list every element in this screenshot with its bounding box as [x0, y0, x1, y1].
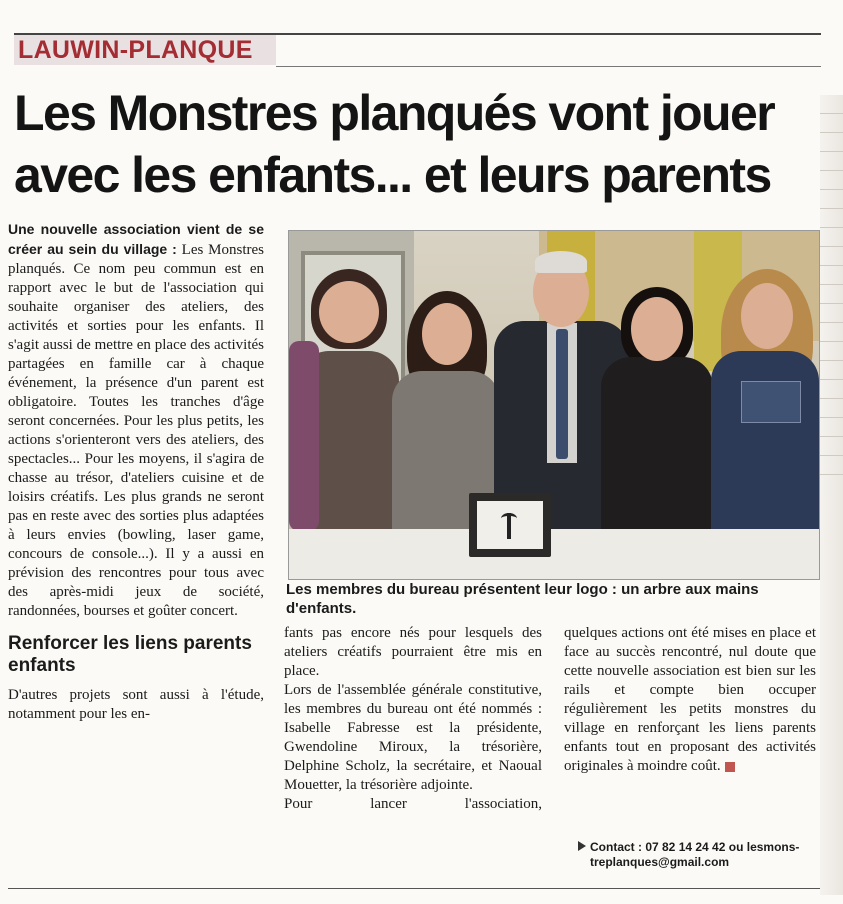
- body-paragraph: Lors de l'assemblée générale constitutive, les membres du bureau ont été nommés : Isabelle Fabresse est la présidente, Gwendoline Miroux, la trésorière, Delphine Scholz, la secrétaire, et Naoual Mouetter, la trésorière adjointe.: [284, 682, 542, 793]
- adjacent-page-edge: [820, 95, 843, 895]
- contact-email: treplanques@gmail.com: [590, 855, 730, 869]
- contact-line: [578, 855, 818, 870]
- body-text: quelques actions ont été mises en place et face au succès rencontré, nul doute que cette nouvelle association est bien sur les rails et compte bien occuper régulièrement les petits monstres du village en renforçant les liens parents enfants tout en proposant des activités originales à moindre coût.: [564, 625, 816, 774]
- triangle-bullet-icon: [578, 841, 586, 851]
- body-paragraph: fants pas encore nés pour lesquels des ateliers créatifs pourraient être mis en place.: [284, 625, 542, 679]
- body-paragraph: D'autres projets sont aussi à l'étude, notamment pour les en-: [8, 687, 264, 722]
- photo-caption: Les membres du bureau présentent leur logo : un arbre aux mains d'enfants.: [286, 581, 759, 617]
- union-jack-print: [741, 381, 801, 423]
- headline: [14, 82, 824, 206]
- contact-phone: Contact : 07 82 14 24 42 ou lesmons-: [590, 840, 800, 854]
- column-3: [564, 624, 816, 776]
- person-4-body: [601, 357, 713, 537]
- body-text: Les Monstres planqués. Ce nom peu commun est en rapport avec le but de l'association qui souhaite organiser des ateliers, des activités et sorties pour les enfants. Il s'agit aussi de mettre en place des activités partagées en famille car à chaque événement, la présence d'un parent est obligatoire. Toutes les tranches d'âge seront concernées. Pour les plus petits, les actions s'orienteront vers des ateliers, des spectacles... Pour les moyens, il s'agira de chasse au trésor, d'ateliers cuisine et de loisirs créatifs. Les plus grands ne seront pas en reste avec des sorties plus adaptées à leurs envies (bowling, laser game, concours de console...). Il y a aussi en prévision des rencontres pour tous avec des après-midi jeux de société, randonnées, bourses et goûter concert.: [8, 242, 264, 619]
- section-label: LAUWIN-PLANQUE: [14, 35, 276, 65]
- person-4-face: [631, 297, 683, 361]
- contact-line: [578, 840, 818, 855]
- column-1: [8, 220, 264, 724]
- person-1-scarf: [289, 341, 319, 531]
- person-3-tie: [556, 329, 568, 459]
- headline-line-2: avec les enfants... et leurs parents: [14, 147, 771, 203]
- photo-table: [289, 529, 819, 579]
- footer-rule: [8, 888, 821, 889]
- lead-text: Une nouvelle association vient de se créer au sein du village :: [8, 221, 264, 257]
- header-rule-secondary: [276, 66, 821, 67]
- column-2: [284, 624, 542, 814]
- tree-logo-branches: [501, 513, 517, 524]
- end-mark-icon: [725, 762, 735, 772]
- body-paragraph: Pour lancer l'association,: [284, 796, 542, 812]
- article-photo: [288, 230, 820, 580]
- person-2-face: [422, 303, 472, 365]
- subheading: Renforcer les liens parents enfants: [8, 633, 252, 676]
- body-paragraph: [564, 624, 816, 776]
- person-5-body: [711, 351, 819, 536]
- headline-line-1: Les Monstres planqués vont jouer: [14, 85, 775, 141]
- person-5-face: [741, 283, 793, 349]
- person-3-hair: [535, 251, 587, 273]
- contact-info: [578, 840, 818, 870]
- lead-paragraph: [8, 220, 264, 621]
- person-1-face: [319, 281, 379, 343]
